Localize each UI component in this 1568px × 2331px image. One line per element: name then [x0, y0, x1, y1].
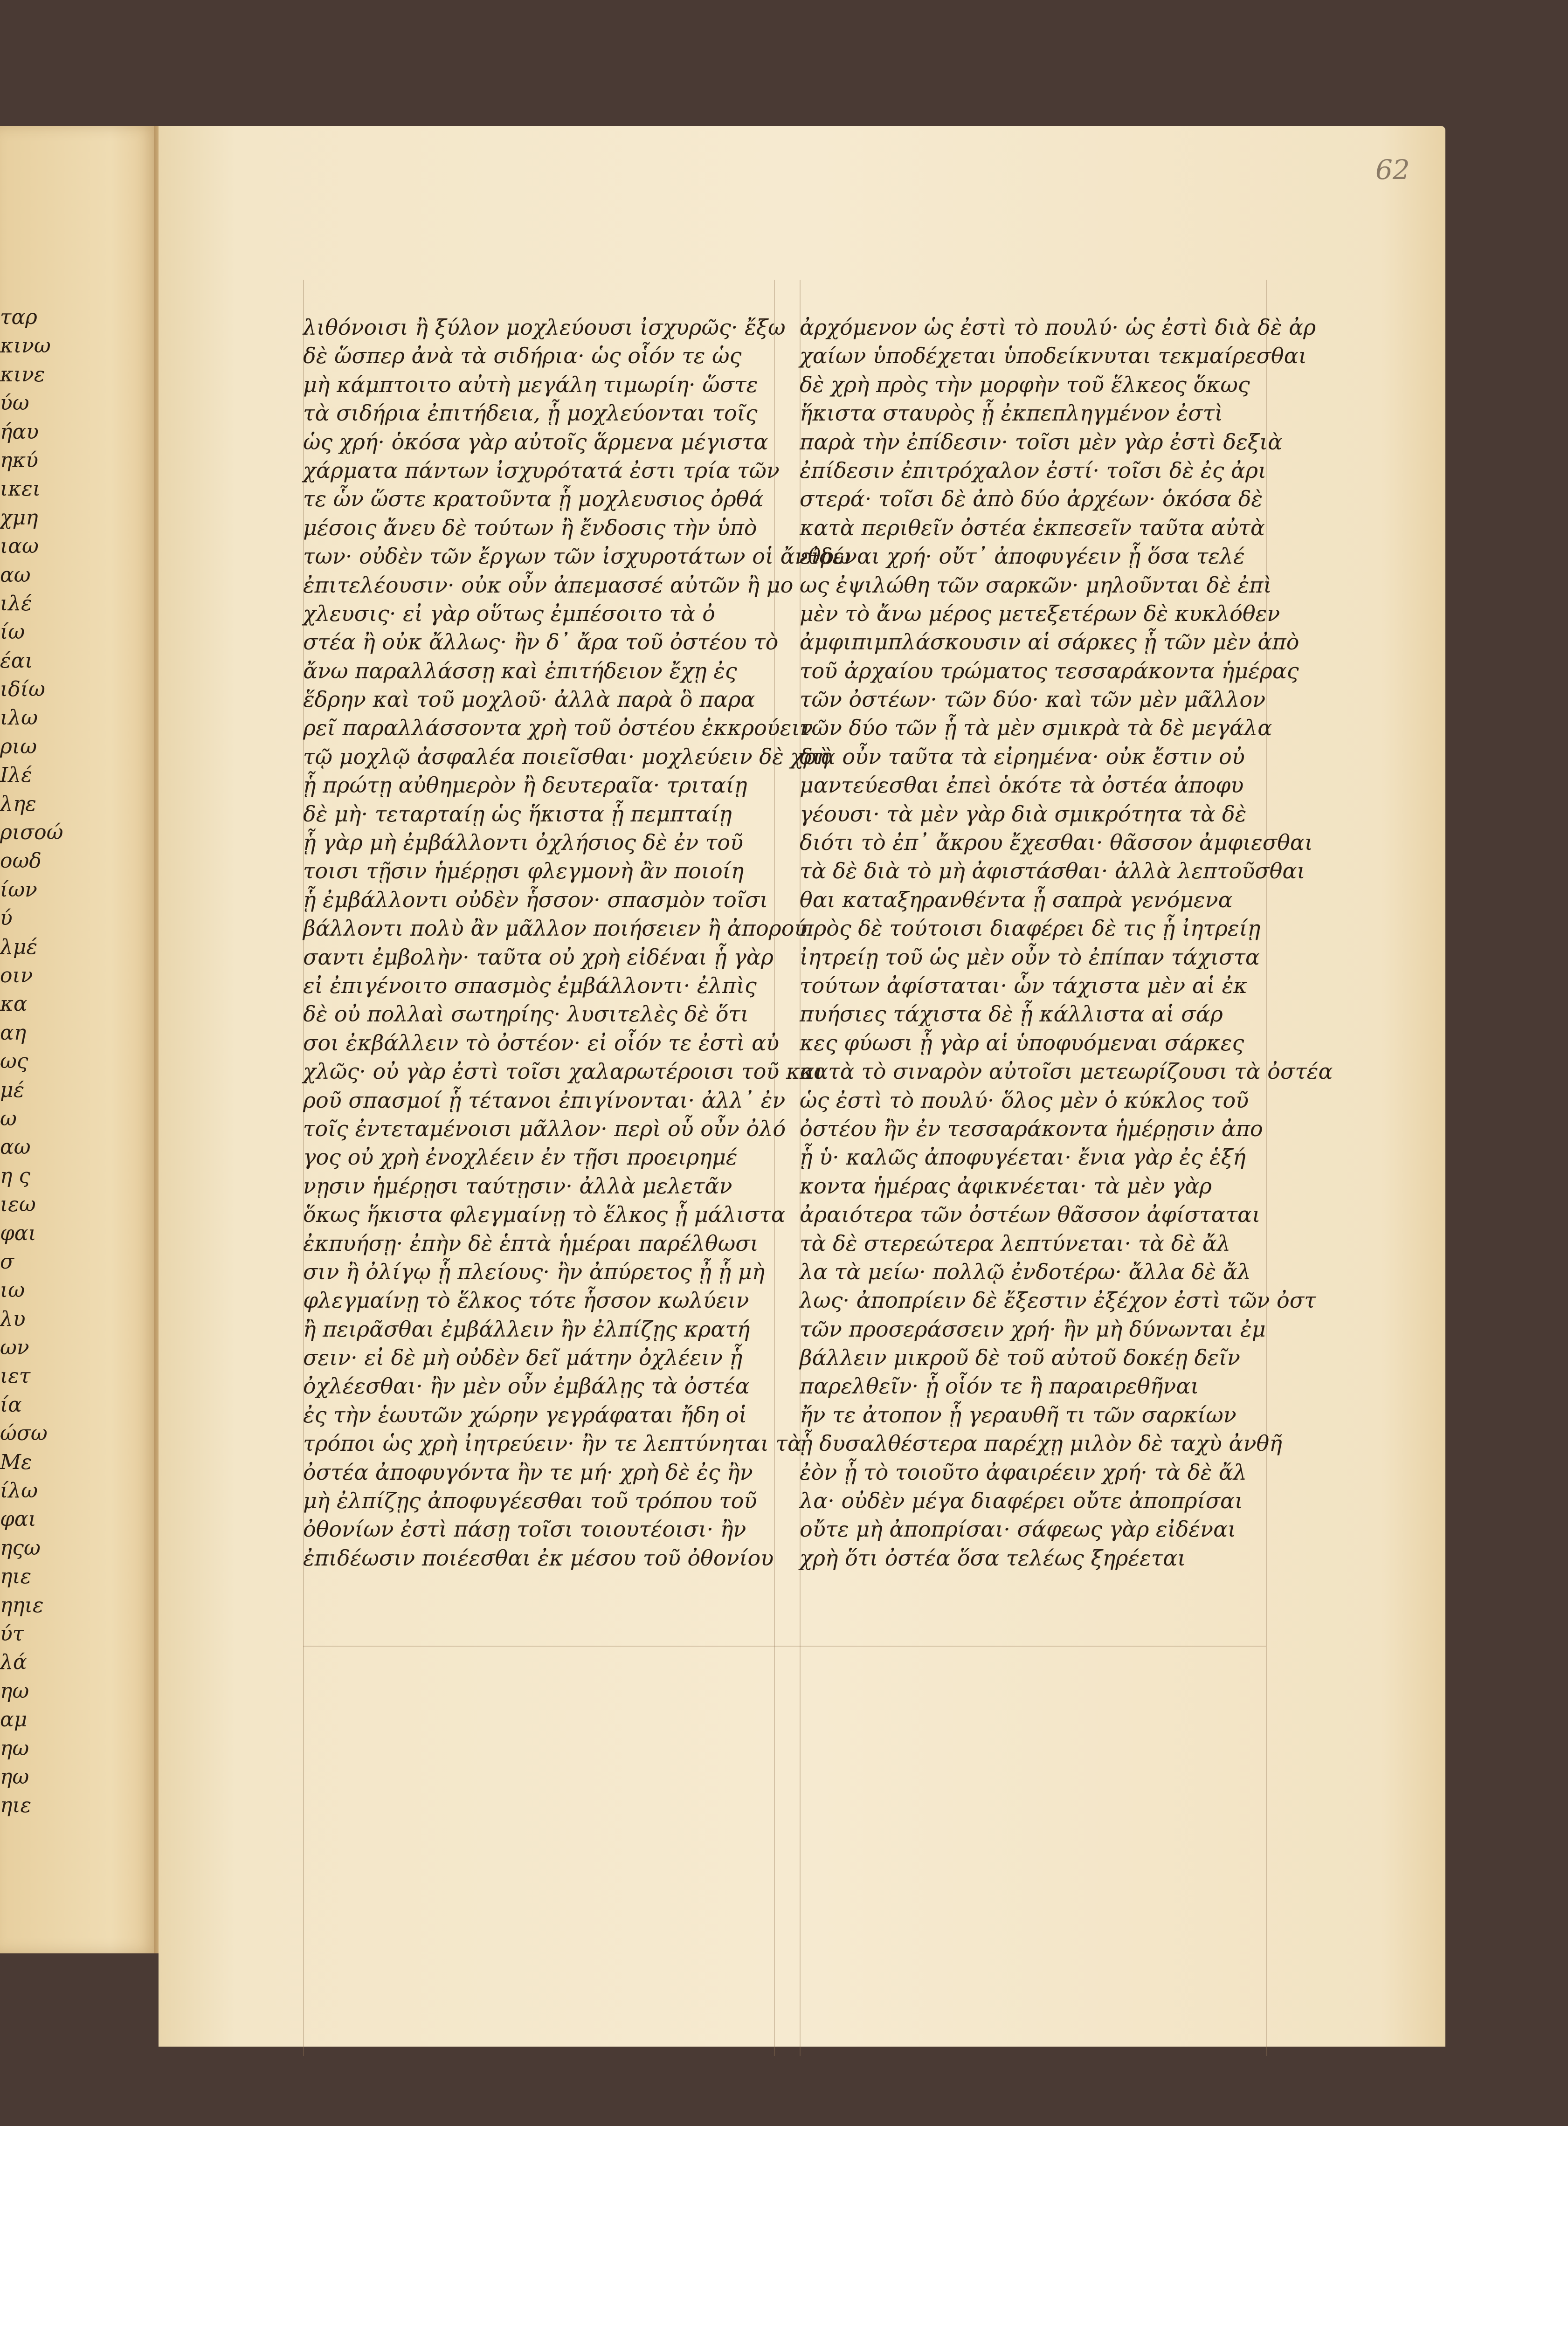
left-page-fragment: ιδίω	[0, 677, 45, 702]
left-page-fragment: μέ	[0, 1078, 25, 1102]
left-page-fragment: ληε	[0, 792, 36, 816]
manuscript-line: μέσοις ἄνευ δὲ τούτων ἢ ἔνδοσις τὴν ὑπὸ	[303, 515, 757, 540]
left-page-fragment: ιετ	[0, 1364, 31, 1388]
manuscript-line: σοι ἐκβάλλειν τὸ ὀστέον· εἰ οἷόν τε ἐστὶ αὐ	[303, 1030, 780, 1055]
manuscript-line: τὰ δὲ διὰ τὸ μὴ ἀφιστάσθαι· ἀλλὰ λεπτοῦσθαι	[800, 858, 1306, 884]
left-page-fragment: ριω	[0, 734, 37, 759]
manuscript-line: στέα ἢ οὐκ ἄλλως· ἢν δ᾽ ἄρα τοῦ ὀστέου τὸ	[303, 629, 779, 655]
manuscript-line: τοισι τῇσιν ἡμέρῃσι φλεγμονὴ ἂν ποιοίη	[303, 858, 744, 884]
manuscript-line: λως· ἀποπρίειν δὲ ἔξεστιν ἐξέχον ἐστὶ τῶν ὀστ	[800, 1288, 1316, 1313]
manuscript-line: χρὴ ὅτι ὀστέα ὅσα τελέως ξηρέεται	[800, 1545, 1186, 1571]
left-page-fragment: ίων	[0, 877, 37, 902]
manuscript-line: κατὰ τὸ σιναρὸν αὐτοῖσι μετεωρίζουσι τὰ ὀστέα	[800, 1059, 1333, 1084]
manuscript-line: ἐς τὴν ἑωυτῶν χώρην γεγράφαται ἤδη οἱ	[303, 1402, 747, 1428]
left-page-fragment: ηιε	[0, 1565, 32, 1589]
manuscript-line: διότι τὸ ἐπ᾽ ἄκρου ἔχεσθαι· θᾶσσον ἀμφιεσθαι	[800, 830, 1313, 855]
left-page-fragment: ώσω	[0, 1421, 48, 1446]
left-page-fragment: ύ	[0, 906, 13, 931]
left-page-fragment: ηκύ	[0, 448, 38, 472]
manuscript-line: ἕδρην καὶ τοῦ μοχλοῦ· ἀλλὰ παρὰ ὃ παρα	[303, 687, 755, 712]
left-page-fragment: αω	[0, 563, 31, 587]
manuscript-line: γέουσι· τὰ μὲν γὰρ διὰ σμικρότητα τὰ δὲ	[800, 801, 1247, 827]
manuscript-line: μὲν τὸ ἄνω μέρος μετεξετέρων δὲ κυκλόθεν	[800, 600, 1280, 626]
manuscript-line: δὲ χρὴ πρὸς τὴν μορφὴν τοῦ ἕλκεος ὅκως	[800, 372, 1250, 397]
left-page-fragment: ηιε	[0, 1793, 32, 1818]
manuscript-line: χλευσις· εἰ γὰρ οὕτως ἐμπέσοιτο τὰ ὀ	[303, 600, 715, 626]
manuscript-line: παρὰ τὴν ἐπίδεσιν· τοῖσι μὲν γὰρ ἐστὶ δεξιὰ	[800, 429, 1283, 455]
text-column-right	[800, 313, 1333, 1572]
manuscript-line: ἐκπυήσῃ· ἐπὴν δὲ ἑπτὰ ἡμέραι παρέλθωσι	[303, 1230, 759, 1256]
left-page-fragment: ηω	[0, 1736, 29, 1760]
manuscript-line: βάλλοντι πολὺ ἂν μᾶλλον ποιήσειεν ἢ ἀπορού	[303, 916, 808, 941]
manuscript-line: σειν· εἰ δὲ μὴ οὐδὲν δεῖ μάτην ὀχλέειν ᾗ	[303, 1345, 743, 1371]
manuscript-line: θαι καταξηρανθέντα ᾗ σαπρὰ γενόμενα	[800, 887, 1233, 912]
manuscript-line: ὡς χρή· ὁκόσα γὰρ αὐτοῖς ἅρμενα μέγιστα	[303, 429, 768, 455]
left-page-fragment: ικει	[0, 477, 41, 501]
manuscript-line: μὴ ἐλπίζῃς ἀποφυγέεσθαι τοῦ τρόπου τοῦ	[303, 1488, 757, 1514]
left-page-fragment: έαι	[0, 648, 33, 673]
left-page-fragment: κα	[0, 992, 28, 1016]
manuscript-line: δὲ μὴ· τεταρταίῃ ὡς ἥκιστα ᾗ πεμπταίῃ	[303, 801, 732, 827]
manuscript-line: δὲ οὐ πολλαὶ σωτηρίης· λυσιτελὲς δὲ ὅτι	[303, 1001, 749, 1027]
left-page-fragment: κινω	[0, 334, 51, 358]
manuscript-line: ως ἐψιλώθη τῶν σαρκῶν· μηλοῦνται δὲ ἐπὶ	[800, 572, 1272, 598]
manuscript-line: νῃσιν ἡμέρῃσι ταύτῃσιν· ἀλλὰ μελετᾶν	[303, 1173, 732, 1199]
left-page-fragment: Ιλέ	[0, 763, 32, 787]
manuscript-line: σιν ἢ ὀλίγῳ ᾗ πλείους· ἢν ἀπύρετος ᾖ ᾗ μὴ	[303, 1259, 765, 1284]
left-page-fragment: σ	[0, 1249, 14, 1274]
manuscript-line: εἰ ἐπιγένοιτο σπασμὸς ἐμβάλλοντι· ἐλπὶς	[303, 972, 757, 998]
left-page-fragment: αη	[0, 1021, 27, 1045]
left-page-fragment: η ς	[0, 1164, 30, 1188]
manuscript-line: ὀχλέεσθαι· ἢν μὲν οὖν ἐμβάλῃς τὰ ὀστέα	[303, 1373, 750, 1399]
manuscript-line: μαντεύεσθαι ἐπεὶ ὁκότε τὰ ὀστέα ἀποφυ	[800, 772, 1244, 798]
manuscript-line: τὰ δὲ στερεώτερα λεπτύνεται· τὰ δὲ ἄλ	[800, 1230, 1231, 1256]
left-page-fragment: χμη	[0, 505, 38, 530]
left-page-fragment: ίλω	[0, 1479, 38, 1503]
left-page-fragment: ταρ	[0, 305, 37, 329]
left-page-fragment: ιαω	[0, 534, 39, 559]
left-page-fragment: αω	[0, 1135, 31, 1159]
footer-bar	[0, 2126, 1568, 2326]
manuscript-line: σαντι ἐμβολὴν· ταῦτα οὐ χρὴ εἰδέναι ᾗ γὰρ	[303, 944, 774, 970]
left-page-fragment: φαι	[0, 1221, 36, 1245]
manuscript-line: ὀθονίων ἐστὶ πάσῃ τοῖσι τοιουτέοισι· ἢν	[303, 1517, 746, 1542]
manuscript-line: των· οὐδὲν τῶν ἔργων τῶν ἰσχυροτάτων οἱ ἄνθρω	[303, 544, 851, 569]
manuscript-line: ἢ πειρᾶσθαι ἐμβάλλειν ἢν ἐλπίζῃς κρατή	[303, 1316, 750, 1342]
left-page-fragment: ιλέ	[0, 591, 32, 615]
manuscript-line: ἤν τε ἀτοπον ᾗ γεραυθῆ τι τῶν σαρκίων	[800, 1402, 1236, 1428]
ruling-line	[303, 1646, 1266, 1647]
manuscript-line: χαίων ὑποδέχεται ὑποδείκνυται τεκμαίρεσθαι	[800, 343, 1307, 369]
manuscript-line: κατὰ περιθεῖν ὀστέα ἐκπεσεῖν ταῦτα αὐτὰ	[800, 515, 1265, 540]
manuscript-line: ἐπιτελέουσιν· οὐκ οὖν ἀπεμασσέ αὐτῶν ἢ μο	[303, 572, 794, 598]
folio-number: 62	[1375, 154, 1410, 186]
left-page-fragment: αμ	[0, 1708, 28, 1732]
manuscript-line: τῷ μοχλῷ ἀσφαλέα ποιεῖσθαι· μοχλεύειν δὲ χρὴ	[303, 744, 829, 769]
manuscript-line: φλεγμαίνῃ τὸ ἕλκος τότε ἧσσον κωλύειν	[303, 1288, 749, 1313]
left-page-fragment: ω	[0, 1106, 17, 1131]
manuscript-line: χάρματα πάντων ἰσχυρότατά ἐστι τρία τῶν	[303, 457, 780, 483]
manuscript-line: χλῶς· οὐ γὰρ ἐστὶ τοῖσι χαλαρωτέροισι τοῦ και	[303, 1059, 823, 1084]
manuscript-line: ᾗ πρώτῃ αὐθημερὸν ἢ δευτεραῖα· τριταίῃ	[303, 772, 747, 798]
manuscript-line: οὔτε μὴ ἀποπρίσαι· σάφεως γὰρ εἰδέναι	[800, 1517, 1236, 1542]
manuscript-line: ρεῖ παραλλάσσοντα χρὴ τοῦ ὀστέου ἐκκρούειν	[303, 715, 813, 741]
text-column-left	[303, 313, 851, 1572]
manuscript-line: ᾗ δυσαλθέστερα παρέχῃ μιλὸν δὲ ταχὺ ἀνθῆ	[800, 1431, 1282, 1456]
manuscript-line: εἰδέναι χρή· οὔτ᾽ ἀποφυγέειν ᾗ ὅσα τελέ	[800, 544, 1245, 569]
left-page-fragment: ιω	[0, 1278, 25, 1303]
manuscript-line: βάλλειν μικροῦ δὲ τοῦ αὐτοῦ δοκέῃ δεῖν	[800, 1345, 1240, 1371]
left-page-fragment: ία	[0, 1393, 22, 1417]
ruling-line	[1266, 280, 1267, 2056]
manuscript-line: τοῖς ἐντεταμένοισι μᾶλλον· περὶ οὗ οὖν ὀλό	[303, 1116, 786, 1141]
manuscript-line: ᾗ ὑ· καλῶς ἀποφυγέεται· ἔνια γὰρ ἐς ἑξή	[800, 1145, 1246, 1170]
left-page-fragment: κινε	[0, 362, 45, 386]
manuscript-line: ἀραιότερα τῶν ὀστέων θᾶσσον ἀφίσταται	[800, 1202, 1261, 1228]
manuscript-line: τῶν ὀστέων· τῶν δύο· καὶ τῶν μὲν μᾶλλον	[800, 687, 1266, 712]
manuscript-line: ἀμφιπιμπλάσκουσιν αἱ σάρκες ᾗ τῶν μὲν ἀπὸ	[800, 629, 1299, 655]
left-page-fragment: λμέ	[0, 935, 38, 959]
manuscript-line: κοντα ἡμέρας ἀφικνέεται· τὰ μὲν γὰρ	[800, 1173, 1212, 1199]
left-page-fragment: ων	[0, 1336, 29, 1360]
manuscript-line: κες φύωσι ᾗ γὰρ αἱ ὑποφυόμεναι σάρκες	[800, 1030, 1244, 1055]
manuscript-line: ἥκιστα σταυρὸς ᾗ ἐκπεπληγμένον ἐστὶ	[800, 400, 1223, 426]
manuscript-line: ᾗ γὰρ μὴ ἐμβάλλοντι ὀχλήσιος δὲ ἐν τοῦ	[303, 830, 743, 855]
left-page-fragment: ίω	[0, 620, 25, 644]
manuscript-line: τῶν προσεράσσειν χρή· ἢν μὴ δύνωνται ἐμ	[800, 1316, 1266, 1342]
manuscript-line: λα· οὐδὲν μέγα διαφέρει οὔτε ἀποπρίσαι	[800, 1488, 1243, 1514]
manuscript-line: ἐὸν ᾗ τὸ τοιοῦτο ἀφαιρέειν χρή· τὰ δὲ ἄλ	[800, 1459, 1247, 1485]
manuscript-line: λα τὰ μείω· πολλῷ ἐνδοτέρω· ἄλλα δὲ ἄλ	[800, 1259, 1251, 1284]
left-page-fragment: ηω	[0, 1765, 29, 1789]
manuscript-line: τὰ σιδήρια ἐπιτήδεια, ᾗ μοχλεύονται τοῖς	[303, 400, 758, 426]
left-page-fragment: ηςω	[0, 1536, 41, 1560]
manuscript-line: τῶν δύο τῶν ᾗ τὰ μὲν σμικρὰ τὰ δὲ μεγάλα	[800, 715, 1272, 741]
manuscript-line: στερά· τοῖσι δὲ ἀπὸ δύο ἀρχέων· ὁκόσα δὲ	[800, 486, 1263, 512]
manuscript-line: ἀρχόμενον ὡς ἐστὶ τὸ πουλύ· ὡς ἐστὶ διὰ δὲ ἀρ	[800, 315, 1316, 340]
left-page-fragment: ιεω	[0, 1193, 36, 1217]
manuscript-line: λιθόνοισι ἢ ξύλον μοχλεύουσι ἰσχυρῶς· ἔξω	[303, 315, 786, 340]
left-page-fragment: ύτ	[0, 1621, 24, 1646]
left-page-fragment: ως	[0, 1049, 28, 1074]
left-page-fragment: ύω	[0, 391, 29, 415]
manuscript-line: τε ὧν ὥστε κρατοῦντα ᾗ μοχλευσιος ὀρθά	[303, 486, 764, 512]
manuscript-line: δὲ ὥσπερ ἀνὰ τὰ σιδήρια· ὡς οἷόν τε ὡς	[303, 343, 742, 369]
left-page-fragment: ηω	[0, 1679, 29, 1703]
manuscript-line: διὰ οὖν ταῦτα τὰ εἰρημένα· οὐκ ἔστιν οὐ	[800, 744, 1245, 769]
left-page-fragment: λυ	[0, 1307, 26, 1331]
left-page-fragment: φαι	[0, 1507, 36, 1531]
manuscript-line: ᾗ ἐμβάλλοντι οὐδὲν ἧσσον· σπασμὸν τοῖσι	[303, 887, 768, 912]
left-page-fragment: ήαυ	[0, 420, 39, 444]
left-page-text-fragments	[0, 303, 63, 1820]
left-page-fragment: ηηιε	[0, 1593, 44, 1617]
manuscript-line: πυήσιες τάχιστα δὲ ᾗ κάλλιστα αἱ σάρ	[800, 1001, 1223, 1027]
left-page-fragment: ιλω	[0, 706, 38, 730]
manuscript-line: ἄνω παραλλάσσῃ καὶ ἐπιτήδειον ἔχῃ ἐς	[303, 658, 737, 683]
manuscript-line: ὡς ἐστὶ τὸ πουλύ· ὅλος μὲν ὁ κύκλος τοῦ	[800, 1087, 1249, 1113]
left-page-fragment: λά	[0, 1650, 27, 1675]
manuscript-line: τοῦ ἀρχαίου τρώματος τεσσαράκοντα ἡμέρας	[800, 658, 1299, 683]
manuscript-line: ὀστέου ἢν ἐν τεσσαράκοντα ἡμέρῃσιν ἀπο	[800, 1116, 1263, 1141]
manuscript-line: πρὸς δὲ τούτοισι διαφέρει δὲ τις ᾗ ἰητρείῃ	[800, 916, 1261, 941]
left-page-fragment: ρισοώ	[0, 821, 63, 845]
manuscript-line: ὀστέα ἀποφυγόντα ἢν τε μή· χρὴ δὲ ἐς ἢν	[303, 1459, 753, 1485]
left-page-fragment: Με	[0, 1450, 32, 1474]
manuscript-line: ἐπιδέωσιν ποιέεσθαι ἐκ μέσου τοῦ ὀθονίου	[303, 1545, 774, 1571]
manuscript-line: γος οὐ χρὴ ἐνοχλέειν ἐν τῇσι προειρημέ	[303, 1145, 738, 1170]
manuscript-line: ἰητρείῃ τοῦ ὡς μὲν οὖν τὸ ἐπίπαν τάχιστα	[800, 944, 1260, 970]
left-page-fragment: οωδ	[0, 849, 41, 873]
manuscript-line: τούτων ἀφίσταται· ὧν τάχιστα μὲν αἱ ἐκ	[800, 972, 1248, 998]
manuscript-line: ὅκως ἥκιστα φλεγμαίνῃ τὸ ἕλκος ᾗ μάλιστα	[303, 1202, 786, 1228]
manuscript-line: μὴ κάμπτοιτο αὐτὴ μεγάλη τιμωρίη· ὥστε	[303, 372, 758, 397]
manuscript-line: ροῦ σπασμοί ᾗ τέτανοι ἐπιγίνονται· ἀλλ᾽ ἐν	[303, 1087, 786, 1113]
manuscript-line: παρελθεῖν· ᾗ οἷόν τε ἢ παραιρεθῆναι	[800, 1373, 1199, 1399]
manuscript-line: τρόποι ὡς χρὴ ἰητρεύειν· ἢν τε λεπτύνηται τὰ	[303, 1431, 802, 1456]
manuscript-line: ἐπίδεσιν ἐπιτρόχαλον ἐστί· τοῖσι δὲ ἐς ἀρι	[800, 457, 1267, 483]
left-page-fragment: οιν	[0, 963, 33, 987]
